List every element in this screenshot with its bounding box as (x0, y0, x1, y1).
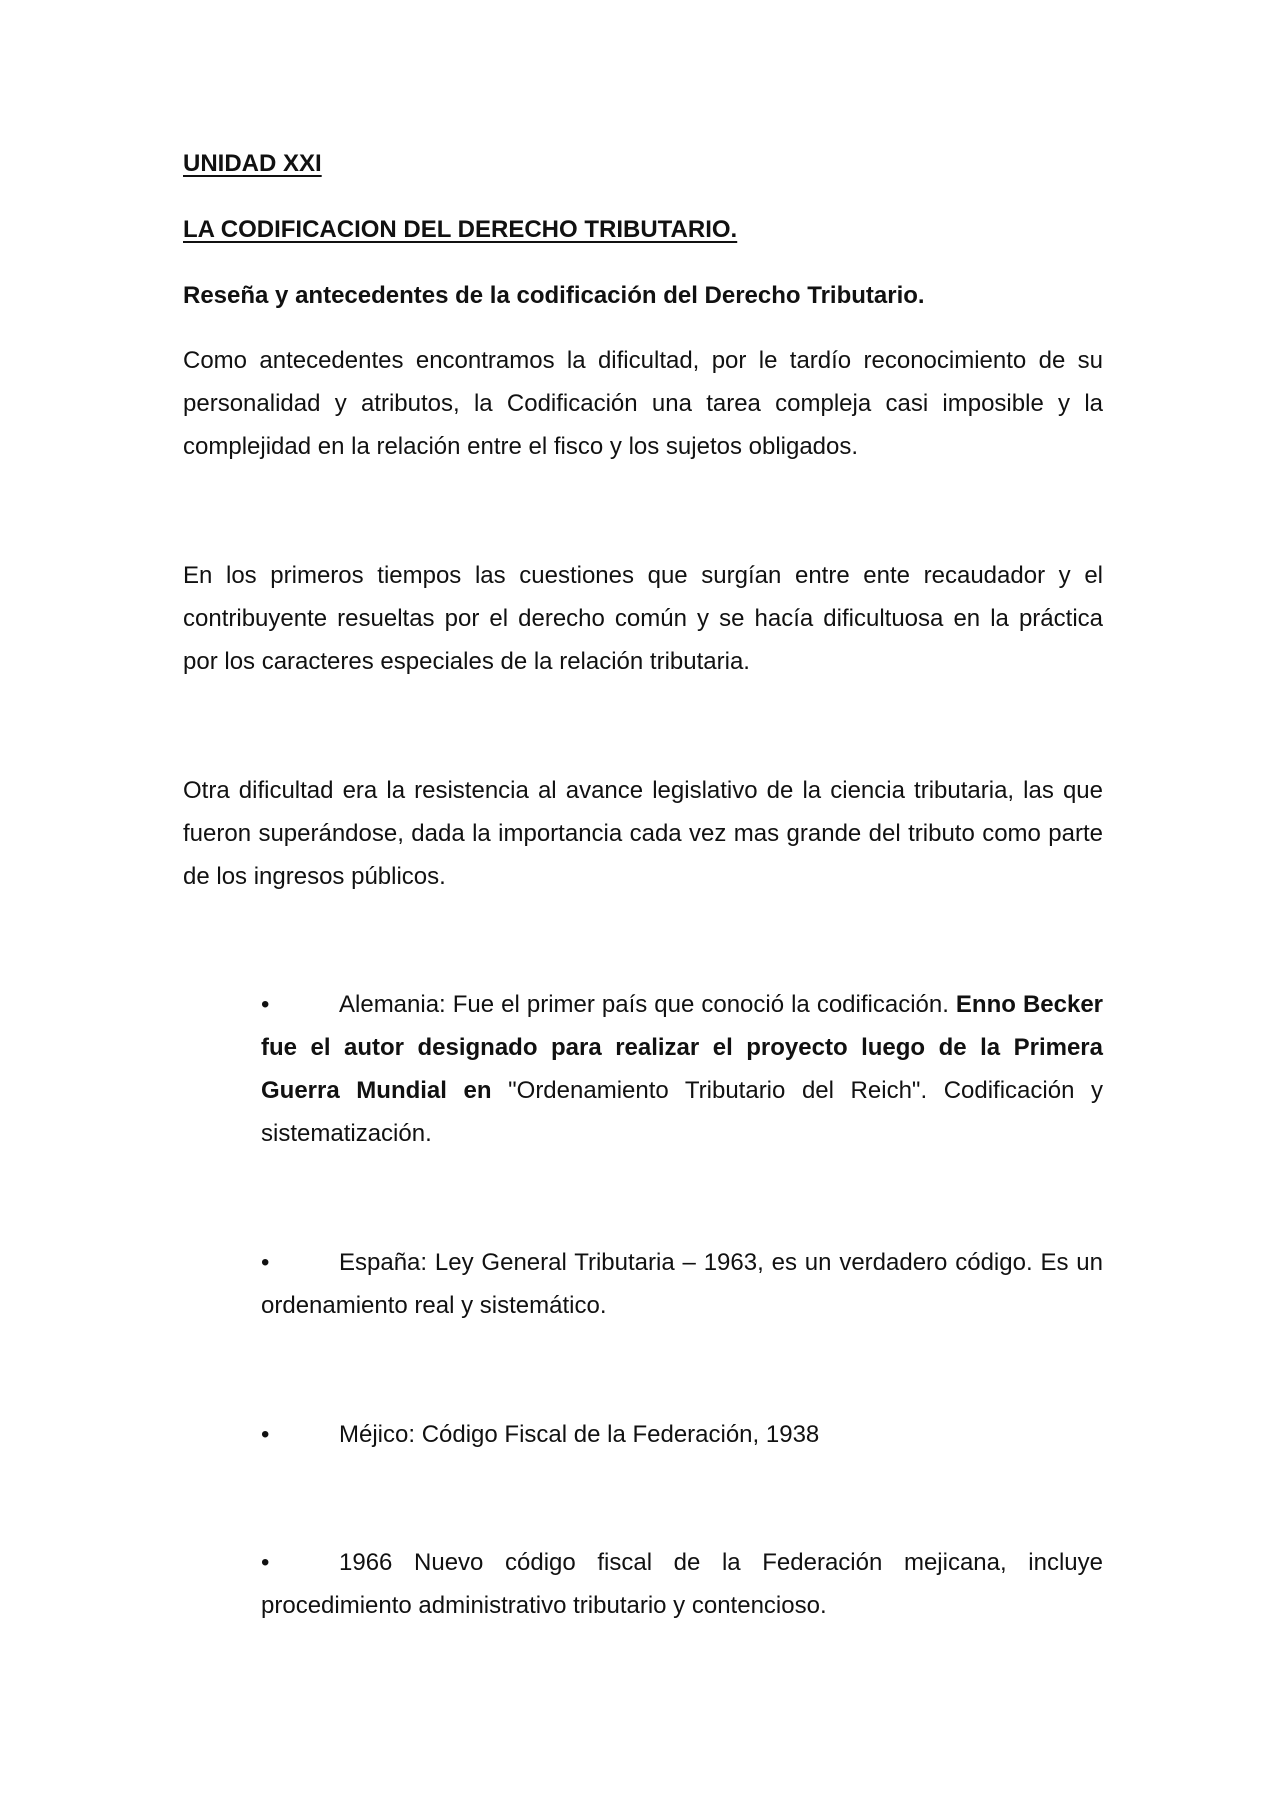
espana-text: España: Ley General Tributaria – 1963, es un verdadero código. Es un ordenamiento real y sistemático. (261, 1249, 1103, 1319)
list-item-espana (261, 1241, 1103, 1327)
bullet-icon: • (261, 991, 270, 1018)
paragraph-antecedentes: Como antecedentes encontramos la dificultad, por le tardío reconocimiento de su personalidad y atributos, la Codificación una tarea compleja casi imposible y la complejidad en la relación entre el fisco y los sujetos obligados. (183, 347, 1103, 460)
paragraph-otra-dificultad: Otra dificultad era la resistencia al avance legislativo de la ciencia tributaria, las que fueron superándose, dada la importancia cada vez mas grande del tributo como parte de los ingresos públicos. (183, 777, 1103, 890)
mejico-1966-text: 1966 Nuevo código fiscal de la Federación mejicana, incluye procedimiento administrativo tributario y contencioso. (261, 1549, 1103, 1619)
mejico-text: Méjico: Código Fiscal de la Federación, 1938 (339, 1421, 820, 1448)
bullet-icon: • (261, 1249, 270, 1276)
list-item-mejico-1966 (261, 1541, 1103, 1627)
alemania-text-start: Alemania: Fue el primer país que conoció la codificación. (339, 991, 956, 1018)
list-item-mejico (261, 1413, 1103, 1456)
bullet-icon: • (261, 1549, 270, 1576)
list-item-alemania (261, 983, 1103, 1155)
alemania-text-end: "Ordenamiento Tributario del Reich". Codificación y sistematización. (261, 1077, 1104, 1147)
alemania-bold-text: Enno Becker fue el autor designado para realizar el proyecto luego de la Primera Guerra Mundial en (261, 991, 1104, 1104)
section-title: Reseña y antecedentes de la codificación del Derecho Tributario. (183, 282, 925, 309)
chapter-title: LA CODIFICACION DEL DERECHO TRIBUTARIO. (183, 216, 738, 243)
bullet-icon: • (261, 1421, 270, 1448)
unit-title: UNIDAD XXI (183, 150, 322, 177)
paragraph-primeros-tiempos: En los primeros tiempos las cuestiones que surgían entre ente recaudador y el contribuyente resueltas por el derecho común y se hacía dificultuosa en la práctica por los caracteres especiales de la relación tributaria. (183, 562, 1103, 675)
